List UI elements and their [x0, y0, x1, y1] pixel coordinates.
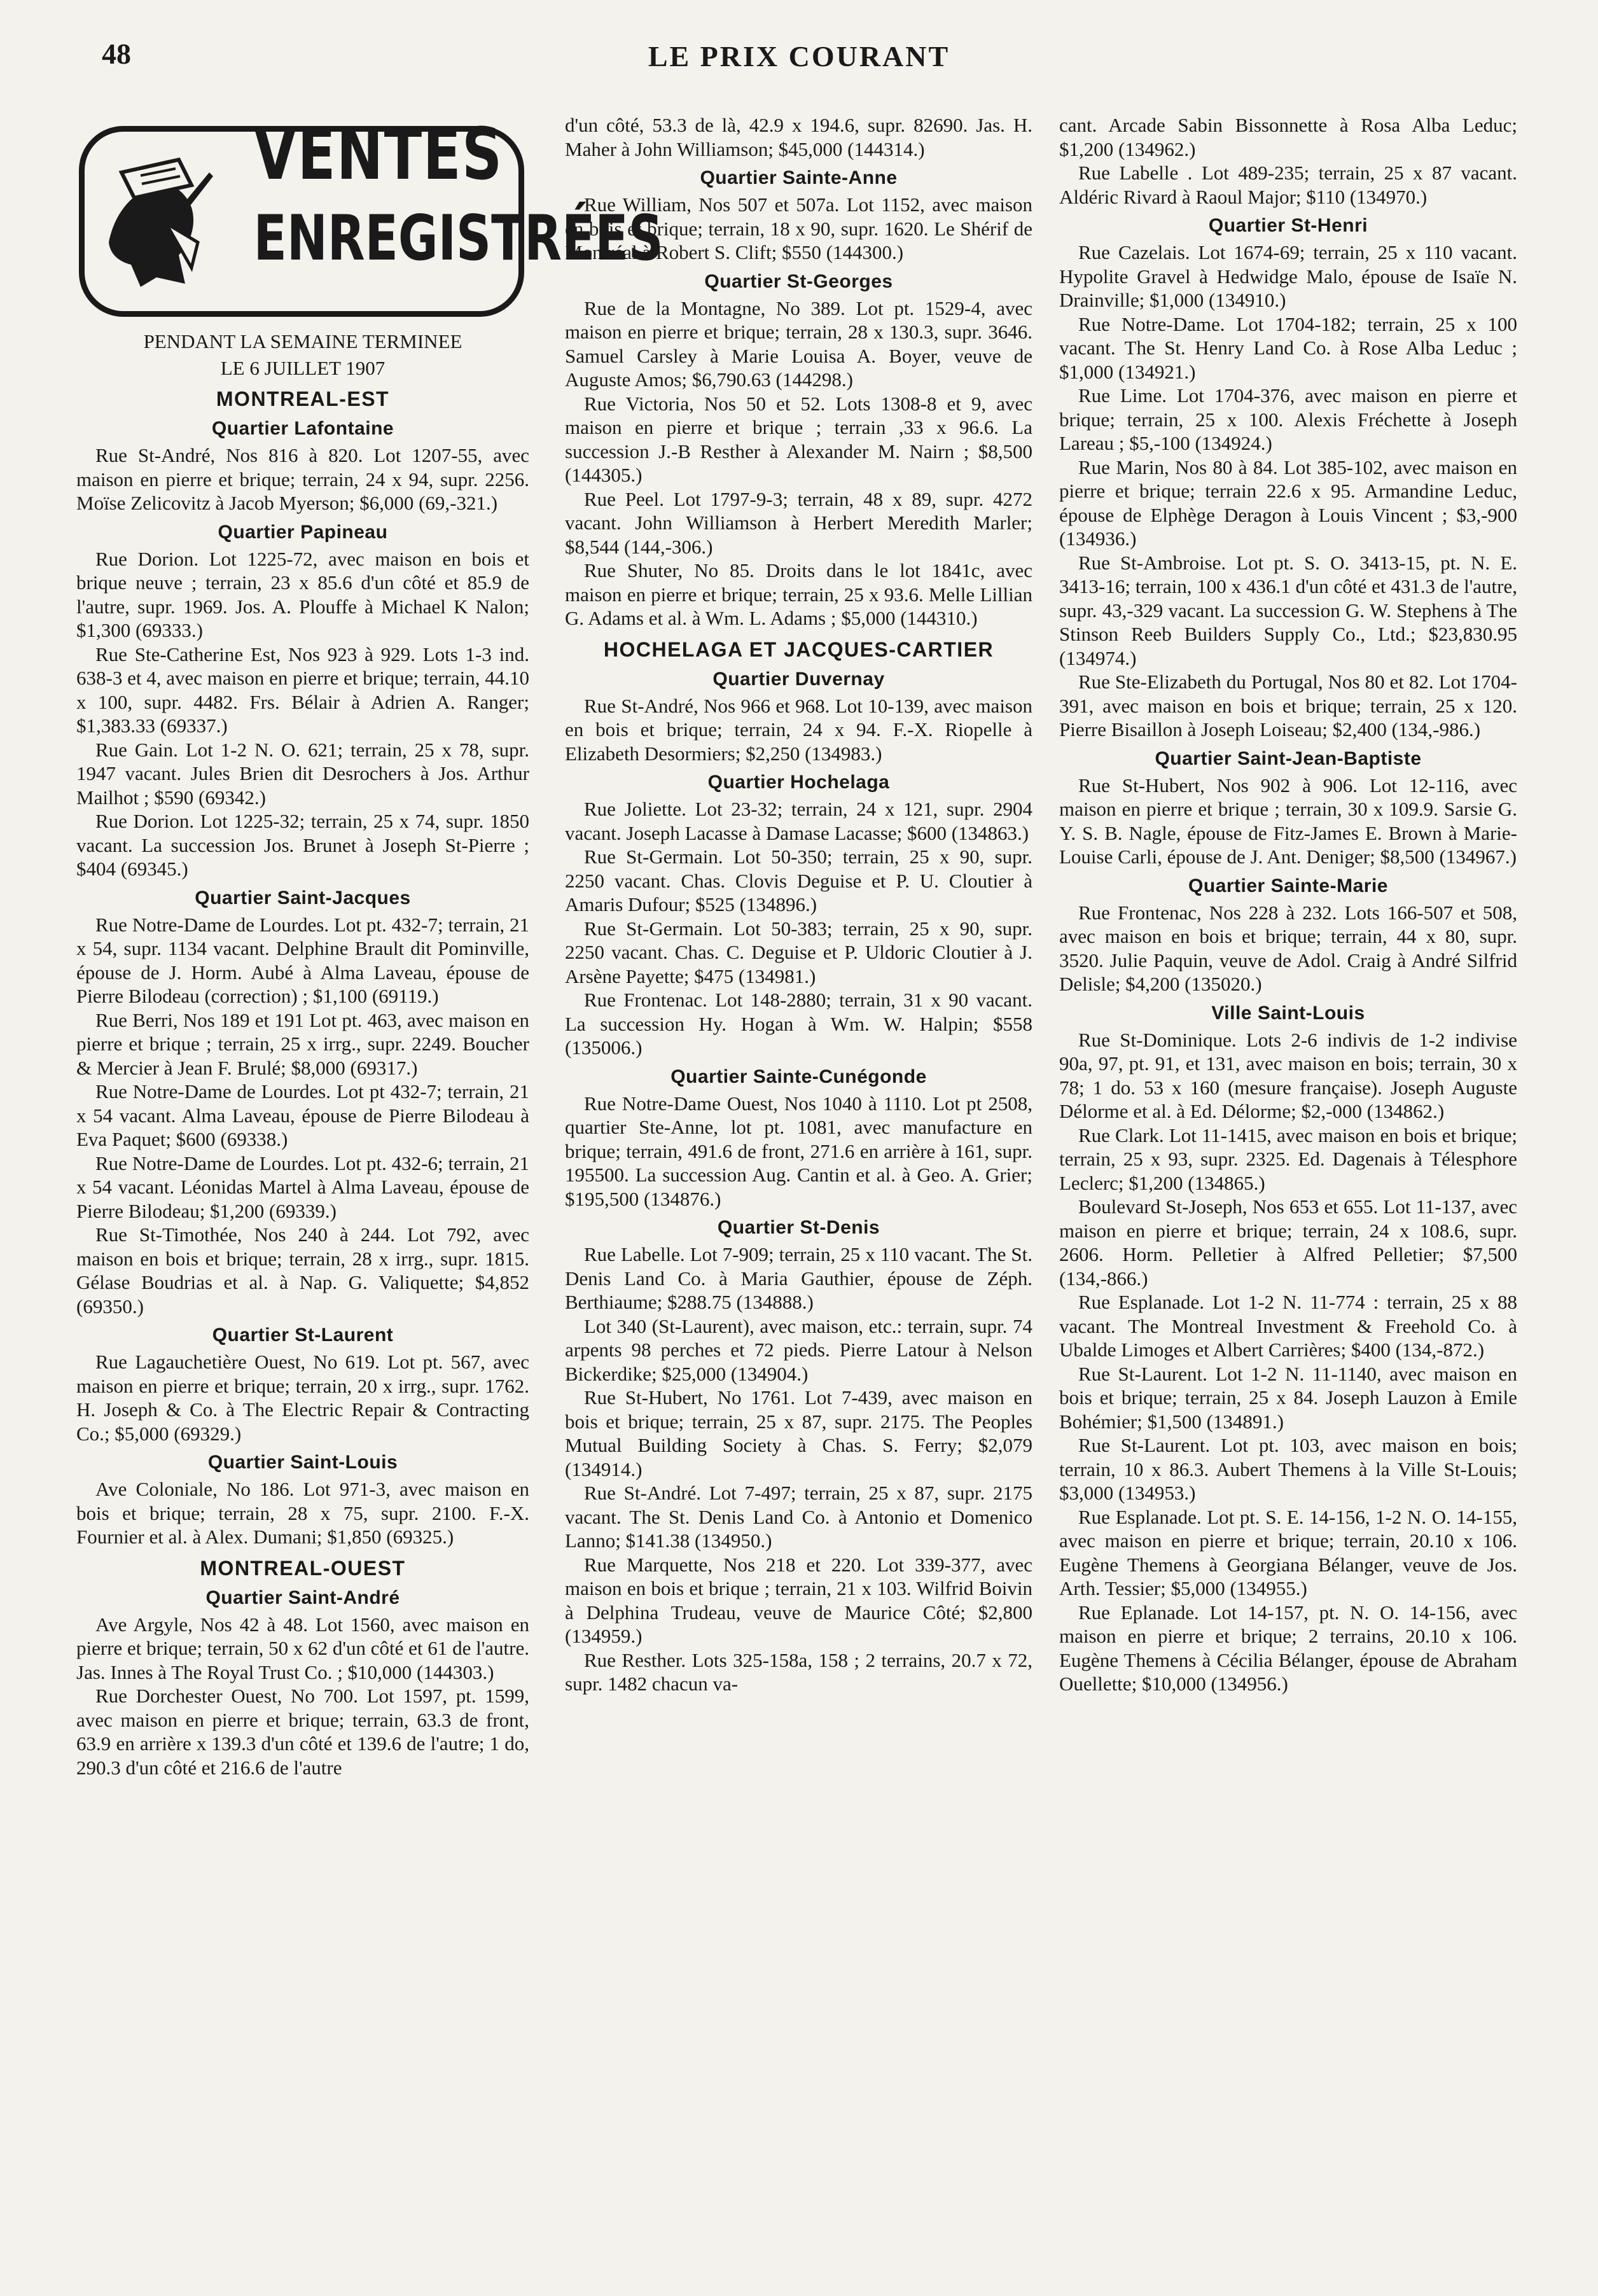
district-heading: MONTREAL-OUEST — [200, 1556, 406, 1580]
sale-entry: Rue Lagauchetière Ouest, No 619. Lot pt. 567, avec maison en pierre et brique; terrain, 20 x irrg., supr. 1762. H. Joseph & Co. à The Electric Repair & Contracting Co.; $5,000 (69329.) — [76, 1351, 529, 1445]
scribe-figure-icon — [96, 147, 217, 293]
quarter-heading: Quartier Lafontaine — [211, 418, 394, 439]
sale-entry: Rue Clark. Lot 11-1415, avec maison en bois et brique; terrain, 25 x 93, supr. 2325. Ed. Dagenais à Télesphore Leclerc; $1,200 (134865.) — [1059, 1124, 1517, 1194]
sale-entry: Rue Marquette, Nos 218 et 220. Lot 339-377, avec maison en bois et brique ; terrain, 21 x 103. Wilfrid Boivin à Delphina Trudeau, veuve de Maurice Côté; $2,800 (134959.) — [565, 1553, 1032, 1647]
logo-word-ventes: VENTES — [253, 113, 503, 196]
sale-entry-continued: cant. Arcade Sabin Bissonnette à Rosa Alba Leduc; $1,200 (134962.) — [1059, 114, 1517, 160]
sale-entry: Rue St-Laurent. Lot 1-2 N. 11-1140, avec maison en bois et brique; terrain, 25 x 84. Joseph Lauzon à Emile Bohémier; $1,500 (134891.) — [1059, 1362, 1517, 1433]
quarter-heading: Quartier Saint-Louis — [207, 1452, 398, 1473]
week-date: LE 6 JUILLET 1907 — [220, 356, 386, 379]
sale-entry: Rue Esplanade. Lot pt. S. E. 14-156, 1-2 N. O. 14-155, avec maison en pierre et brique; terrain, 20.10 x 106. Eugène Themens à Georgiana Bélanger, veuve de Jos. Arth. Tessier; $5,000 (134955.) — [1059, 1505, 1517, 1599]
sale-entry: Rue Lime. Lot 1704-376, avec maison en pierre et brique; terrain, 25 x 100. Alexis Fréchette à Joseph Lareau ; $5,-100 (134924.) — [1059, 384, 1517, 454]
sale-entry: Rue Resther. Lots 325-158a, 158 ; 2 terrains, 20.7 x 72, supr. 1482 chacun va- — [565, 1648, 1032, 1695]
sale-entry: Rue Notre-Dame. Lot 1704-182; terrain, 25 x 100 vacant. The St. Henry Land Co. à Rose Alba Leduc ; $1,000 (134921.) — [1059, 312, 1517, 383]
logo-word-enregistrees: ENREGISTRÉES — [253, 202, 664, 275]
sale-entry: Rue St-Timothée, Nos 240 à 244. Lot 792, avec maison en bois et brique; terrain, 28 x irrg., supr. 1815. Gélase Boudrias et al. à Nap. G. Valiquette; $4,852 (69350.) — [76, 1223, 529, 1318]
sale-entry: Ave Coloniale, No 186. Lot 971-3, avec maison en bois et brique; terrain, 28 x 75, supr. 2100. F.-X. Fournier et al. à Alex. Dumani; $1,850 (69325.) — [76, 1478, 529, 1548]
sale-entry: Rue Peel. Lot 1797-9-3; terrain, 48 x 89, supr. 4272 vacant. John Williamson à Herbert Meredith Marler; $8,544 (144,-306.) — [565, 487, 1032, 558]
sale-entry: Rue Joliette. Lot 23-32; terrain, 24 x 121, supr. 2904 vacant. Joseph Lacasse à Damase Lacasse; $600 (134863.) — [565, 798, 1032, 844]
sale-entry: Lot 340 (St-Laurent), avec maison, etc.: terrain, supr. 74 arpents 98 perches et 72 pieds. Pierre Latour à Nelson Bickerdike; $25,000 (134904.) — [565, 1314, 1032, 1385]
sale-entry: Rue Marin, Nos 80 à 84. Lot 385-102, avec maison en pierre et brique; terrain 22.6 x 95. Armandine Leduc, épouse de Elphège Deragon à Louis Vincent ; $3,-900 (134936.) — [1059, 456, 1517, 550]
quarter-heading: Quartier Saint-Jacques — [195, 887, 411, 908]
sale-entry: Rue Notre-Dame de Lourdes. Lot pt. 432-6; terrain, 21 x 54 vacant. Léonidas Martel à Alma Laveau, épouse de Pierre Bilodeau; $1,200 (69339.) — [76, 1151, 529, 1222]
sale-entry: Rue St-Germain. Lot 50-383; terrain, 25 x 90, supr. 2250 vacant. Chas. C. Deguise et P. Uldoric Cloutier à J. Arsène Payette; $475 (134981.) — [565, 917, 1032, 987]
sale-entry: Rue Frontenac, Nos 228 à 232. Lots 166-507 et 508, avec maison en bois et brique; terrain, 44 x 80, supr. 3520. Julie Paquin, veuve de Adol. Craig à André Silfrid Delisle; $4,200 (135020.) — [1059, 901, 1517, 995]
sale-entry: Rue Notre-Dame de Lourdes. Lot pt. 432-7; terrain, 21 x 54, supr. 1134 vacant. Delphine Brault dit Pominville, épouse de J. Horm. Aubé à Alma Laveau, épouse de Pierre Bilodeau (correction) ; $1,100 (69119.) — [76, 913, 529, 1007]
sale-entry: Rue Frontenac. Lot 148-2880; terrain, 31 x 90 vacant. La succession Hy. Hogan à Wm. W. Halpin; $558 (135006.) — [565, 989, 1032, 1059]
sale-entry: Rue de la Montagne, No 389. Lot pt. 1529-4, avec maison en pierre et brique; terrain, 28 x 130.3, supr. 3646. Samuel Carsley à Marie Louisa A. Boyer, veuve de Auguste Amos; $6,790.63 (144298.) — [565, 296, 1032, 391]
quarter-heading: Quartier Papineau — [218, 521, 388, 543]
quarter-heading: Quartier St-Henri — [1208, 215, 1368, 236]
sale-entry: Rue Dorchester Ouest, No 700. Lot 1597, pt. 1599, avec maison en pierre et brique; terrain, 63.3 de front, 63.9 en arrière x 139.3 d'un côté et 139.6 de l'autre; 1 do, 290.3 d'un côté et 216.6 de l'autre — [76, 1685, 529, 1779]
sale-entry: Rue Labelle . Lot 489-235; terrain, 25 x 87 vacant. Aldéric Rivard à Raoul Major; $110 (134970.) — [1059, 162, 1517, 208]
quarter-heading: Quartier Duvernay — [712, 668, 885, 690]
page-number: 48 — [102, 38, 131, 70]
quarter-heading: Quartier Saint-André — [205, 1587, 400, 1608]
sale-entry: Rue Berri, Nos 189 et 191 Lot pt. 463, avec maison en pierre et brique ; terrain, 25 x irrg., supr. 2249. Boucher & Mercier à Jean F. Brulé; $8,000 (69317.) — [76, 1008, 529, 1079]
sale-entry: Rue Shuter, No 85. Droits dans le lot 1841c, avec maison en pierre et brique; terrain, 25 x 93.6. Melle Lillian G. Adams et al. à Wm. L. Adams ; $5,000 (144310.) — [565, 559, 1032, 629]
sale-entry: Rue Labelle. Lot 7-909; terrain, 25 x 110 vacant. The St. Denis Land Co. à Maria Gauthier, épouse de Zéph. Berthiaume; $288.75 (134888.) — [565, 1243, 1032, 1313]
sale-entry: Rue Notre-Dame de Lourdes. Lot pt 432-7; terrain, 21 x 54 vacant. Alma Laveau, épouse de Pierre Bilodeau à Eva Paquet; $600 (69338.) — [76, 1080, 529, 1150]
sale-entry: Rue St-André, Nos 816 à 820. Lot 1207-55, avec maison en pierre et brique; terrain, 24 x 94, supr. 2256. Moïse Zelicovitz à Jacob Myerson; $6,000 (69,-321.) — [76, 444, 529, 514]
sale-entry: Rue Notre-Dame Ouest, Nos 1040 à 1110. Lot pt 2508, quartier Ste-Anne, lot pt. 1081, avec manufacture en brique; terrain, 491.6 de front, 271.6 en arrière à 161, supr. 195500. La succession Aug. Cantin et al. à Geo. A. Grier; $195,500 (134876.) — [565, 1092, 1032, 1210]
sale-entry: Rue St-Hubert, No 1761. Lot 7-439, avec maison en bois et brique; terrain, 25 x 87, supr. 2175. The Peoples Mutual Building Society à Chas. S. Ferry; $2,079 (134914.) — [565, 1386, 1032, 1480]
quarter-heading: Ville Saint-Louis — [1211, 1002, 1365, 1024]
quarter-heading: Quartier St-Denis — [717, 1217, 880, 1238]
sale-entry: Rue Eplanade. Lot 14-157, pt. N. O. 14-156, avec maison en pierre et brique; 2 terrains, 20.10 x 106. Eugène Themens à Cécilia Bélanger, épouse de Abraham Ouellette; $10,000 (134956.) — [1059, 1601, 1517, 1695]
ventes-enregistrees-logo — [79, 113, 664, 317]
sale-entry: Rue Esplanade. Lot 1-2 N. 11-774 : terrain, 25 x 88 vacant. The Montreal Investment & Freehold Co. à Ubalde Limoges et Albert Carrières; $400 (134,-872.) — [1059, 1291, 1517, 1361]
week-line: PENDANT LA SEMAINE TERMINEE — [143, 330, 462, 352]
district-heading: MONTREAL-EST — [216, 387, 390, 410]
quarter-heading: Quartier Hochelaga — [707, 772, 890, 793]
quarter-heading: Quartier Saint-Jean-Baptiste — [1155, 748, 1422, 769]
sale-entry: Rue St-André, Nos 966 et 968. Lot 10-139, avec maison en bois et brique; terrain, 24 x 94. F.-X. Riopelle à Elizabeth Desormiers; $2,250 (134983.) — [565, 694, 1032, 765]
sale-entry-continued: d'un côté, 53.3 de là, 42.9 x 194.6, supr. 82690. Jas. H. Maher à John Williamson; $45,000 (144314.) — [565, 114, 1032, 160]
sale-entry: Rue Cazelais. Lot 1674-69; terrain, 25 x 110 vacant. Hypolite Gravel à Hedwidge Malo, épouse de Isaïe N. Drainville; $1,000 (134910.) — [1059, 241, 1517, 311]
sale-entry: Rue Gain. Lot 1-2 N. O. 621; terrain, 25 x 78, supr. 1947 vacant. Jules Brien dit Desrochers à Jos. Arthur Mailhot ; $590 (69342.) — [76, 738, 529, 809]
quarter-heading: Quartier Sainte-Anne — [700, 167, 898, 188]
column-3 — [1059, 113, 1517, 1696]
quarter-heading: Quartier St-Georges — [704, 270, 893, 292]
sale-entry: Rue St-Ambroise. Lot pt. S. O. 3413-15, pt. N. E. 3413-16; terrain, 100 x 436.1 d'un côté et 431.3 de l'autre, supr. 43,-329 vacant. La succession G. W. Stephens à The Stinson Reeb Builders Supply Co., Ltd.; $23,830.95 (134974.) — [1059, 551, 1517, 669]
sale-entry: Boulevard St-Joseph, Nos 653 et 655. Lot 11-137, avec maison en pierre et brique; terrain, 24 x 108.6, supr. 2606. Horm. Pelletier à Alfred Pelletier; $7,500 (134,-866.) — [1059, 1195, 1517, 1290]
sale-entry: Ave Argyle, Nos 42 à 48. Lot 1560, avec maison en pierre et brique; terrain, 50 x 62 d'un côté et 61 de l'autre. Jas. Innes à The Royal Trust Co. ; $10,000 (144303.) — [76, 1613, 529, 1683]
sale-entry: Rue William, Nos 507 et 507a. Lot 1152, avec maison en bois et brique; terrain, 18 x 90, supr. 1620. Le Shérif de Montréal à Robert S. Clift; $550 (144300.) — [565, 193, 1032, 263]
column-1 — [76, 113, 664, 1779]
quarter-heading: Quartier Sainte-Marie — [1188, 875, 1388, 896]
sale-entry: Rue St-André. Lot 7-497; terrain, 25 x 87, supr. 2175 vacant. The St. Denis Land Co. à Antonio et Domenico Lanno; $141.38 (134950.) — [565, 1482, 1032, 1552]
running-title: LE PRIX COURANT — [648, 40, 950, 73]
sale-entry: Rue St-Laurent. Lot pt. 103, avec maison en bois; terrain, 10 x 86.3. Aubert Themens à la Ville St-Louis; $3,000 (134953.) — [1059, 1434, 1517, 1504]
sale-entry: Rue Ste-Catherine Est, Nos 923 à 929. Lots 1-3 ind. 638-3 et 4, avec maison en pierre et brique; terrain, 44.10 x 100, supr. 4482. Frs. Bélair à Adrien A. Ranger; $1,383.33 (69337.) — [76, 643, 529, 737]
sale-entry: Rue Ste-Elizabeth du Portugal, Nos 80 et 82. Lot 1704-391, avec maison en bois et brique; terrain, 25 x 120. Pierre Bisaillon à Joseph Loiseau; $2,400 (134,-986.) — [1059, 671, 1517, 741]
sale-entry: Rue Dorion. Lot 1225-32; terrain, 25 x 74, supr. 1850 vacant. La succession Jos. Brunet à Joseph St-Pierre ; $404 (69345.) — [76, 810, 529, 880]
sale-entry: Rue St-Hubert, Nos 902 à 906. Lot 12-116, avec maison en pierre et brique ; terrain, 30 x 109.9. Sarsie G. Y. S. B. Nagle, épouse de Fitz-James E. Brown à Marie-Louise Carli, épouse de J. Ant. Deniger; $8,500 (134967.) — [1059, 774, 1517, 868]
sale-entry: Rue Victoria, Nos 50 et 52. Lots 1308-8 et 9, avec maison en pierre et brique ; terrain ,33 x 96.6. La succession J.-B Resther à Alexander M. Nairn ; $8,500 (144305.) — [565, 392, 1032, 486]
column-2 — [565, 113, 1032, 1696]
quarter-heading: Quartier St-Laurent — [212, 1325, 394, 1346]
sale-entry: Rue Dorion. Lot 1225-72, avec maison en bois et brique neuve ; terrain, 23 x 85.6 d'un côté et 85.9 de l'autre, supr. 1969. Jos. A. Plouffe à Michael K Nalon; $1,300 (69333.) — [76, 547, 529, 641]
sale-entry: Rue St-Germain. Lot 50-350; terrain, 25 x 90, supr. 2250 vacant. Chas. Clovis Deguise et P. U. Cloutier à Amaris Dufour; $525 (134896.) — [565, 845, 1032, 915]
district-heading: HOCHELAGA ET JACQUES-CARTIER — [603, 637, 994, 661]
sale-entry: Rue St-Dominique. Lots 2-6 indivis de 1-2 indivise 90a, 97, pt. 91, et 131, avec maison en bois; terrain, 30 x 78; 1 do. 53 x 160 (mesure française). Joseph Auguste Délorme et al. à Ed. Délorme; $2,-000 (134862.) — [1059, 1028, 1517, 1122]
quarter-heading: Quartier Sainte-Cunégonde — [670, 1066, 927, 1087]
